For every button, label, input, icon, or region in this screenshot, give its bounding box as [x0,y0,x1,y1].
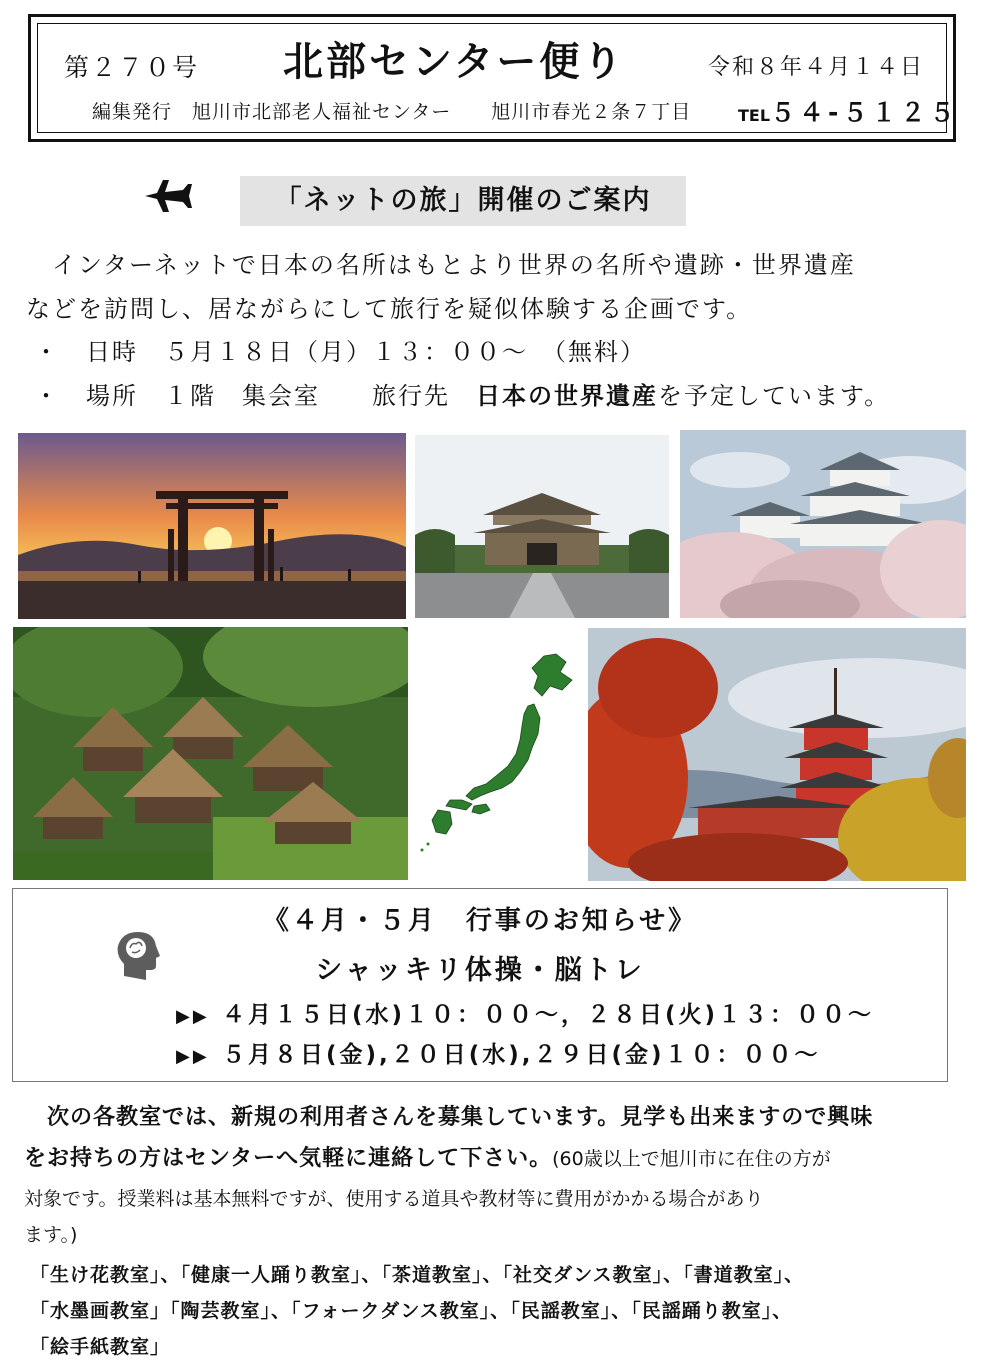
trip-heading: 「ネットの旅」開催のご案内 [240,176,686,226]
issue-date: 令和８年４月１４日 [708,55,925,80]
trip-intro [26,243,971,331]
torii-sunset-photo [18,433,406,619]
tel-number: ５４-５１２５ [770,98,959,127]
schedule-april-text: ４月１５日(水)１０：００～，２８日(火)１３：００～ [222,1002,875,1028]
kiyomizu-pagoda-photo [588,628,966,881]
recruit-note-2: 対象です。授業料は基本無料ですが、使用する道具や教材等に費用がかかる場合があり [24,1188,764,1210]
recruit-line-1: 次の各教室では、新規の利用者さんを募集しています。見学も出来ますので興味 [24,1105,874,1130]
class-list-line-1: 「生け花教室」、「健康一人踊り教室」、「茶道教室」、「社交ダンス教室」、「書道教室」、 [30,1264,805,1286]
japan-map [416,650,586,860]
shirakawago-village-photo [13,627,408,880]
recruit-note-3: ます。) [24,1224,78,1246]
double-arrow-icon: ▶▶ [176,1006,210,1027]
schedule-may [176,1036,821,1069]
telephone [738,93,958,129]
tel-label: TEL [738,106,771,125]
class-list [30,1257,970,1365]
class-list-line-3: 「絵手紙教室」 [30,1336,171,1358]
recruit-note-1: (60歳以上で旭川市に在住の方が [552,1148,831,1170]
double-arrow-icon: ▶▶ [176,1046,210,1067]
place-suffix: を予定しています。 [658,382,891,410]
class-list-line-2: 「水墨画教室」「陶芸教室」、「フォークダンス教室」、「民謡教室」、「民謡踊り教室」、 [30,1300,793,1322]
issue-number: 第２７０号 [64,53,200,82]
place-label: ・ 場所 １階 集会室 旅行先 [34,382,476,410]
trip-datetime: ・ 日時 ５月１８日（月）１３：００～ （無料） [34,338,646,366]
intro-line-2: などを訪問し、居ながらにして旅行を疑似体験する企画です。 [26,295,753,323]
events-title: 《４月・５月 行事のお知らせ》 [262,906,698,936]
airplane-icon [143,176,193,216]
schedule-april [176,996,874,1029]
recruitment-text [24,1098,954,1219]
publisher-line: 編集発行 旭川市北部老人福祉センター 旭川市春光２条７丁目 [92,101,692,123]
trip-place [34,376,890,411]
himeji-castle-photo [680,430,966,618]
todaiji-temple-photo [415,435,669,618]
destination: 日本の世界遺産 [476,382,658,410]
schedule-may-text: ５月８日(金),２０日(水),２９日(金)１０：００～ [222,1042,821,1068]
recruit-line-2: をお持ちの方はセンターへ気軽に連絡して下さい。 [24,1146,553,1171]
intro-line-1: インターネットで日本の名所はもとより世界の名所や遺跡・世界遺産 [26,251,856,279]
events-subtitle: シャッキリ体操・脳トレ [315,955,645,986]
newsletter-title: 北部センター便り [283,39,626,85]
